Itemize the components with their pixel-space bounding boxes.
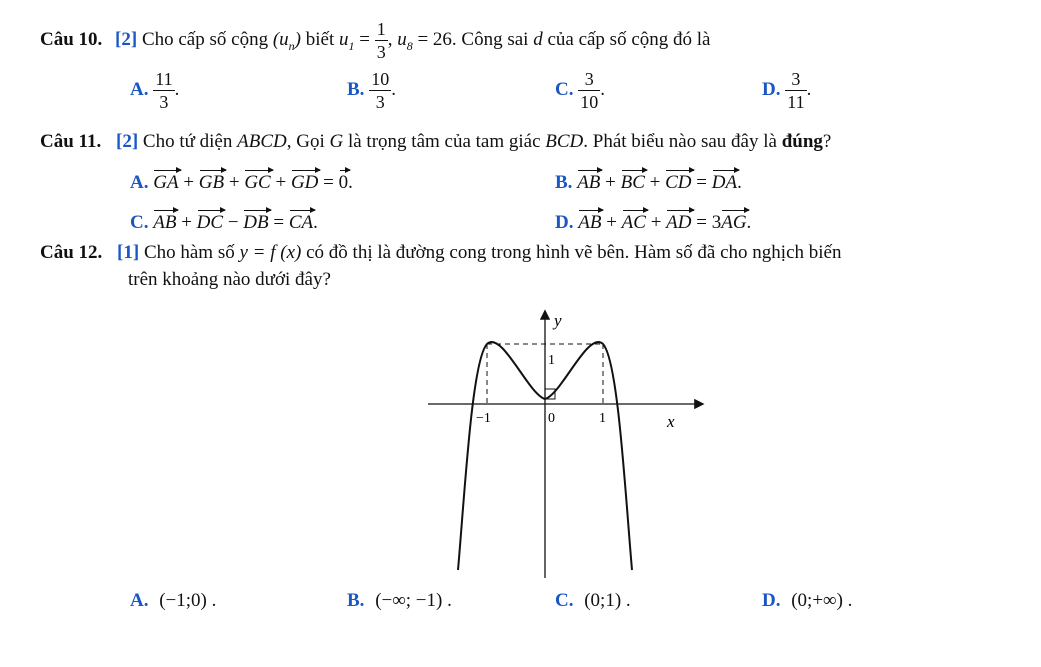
q11-tetrahedron: ABCD [237,131,287,152]
q12-label: Câu 12. [40,242,103,263]
operator: + [650,212,662,233]
vector-term: DC [197,208,223,234]
vector-term: DA [712,168,737,194]
x-tick-neg1: −1 [476,411,491,426]
q10-text-3: . Công sai [451,28,529,50]
q12-option-c-text: (0;1) . [584,590,631,611]
operator: + [606,212,617,233]
equals: = [323,172,334,193]
vector-term: GB [199,168,224,194]
vector-term: AB [578,208,601,234]
equals: = [696,212,707,233]
vector-term: AG [721,208,746,234]
vector-term: AC [622,208,646,234]
operator: + [183,172,195,193]
q12-option-d-text: (0;+∞) . [791,590,853,611]
origin-label: 0 [548,411,555,426]
q11-option-d-letter: D. [555,212,574,233]
q12-function: y = f (x) [239,242,302,263]
q11-g: G [329,131,344,152]
vector-term: DB [243,208,268,234]
q12-option-c[interactable] [555,590,631,612]
q11-option-b-letter: B. [555,172,573,193]
q10-u1: $u_1$ [338,28,355,53]
q11-option-a[interactable]: A. GA + GB + GC + GD = 0. [130,168,353,194]
q10-text-2: biết [305,28,335,50]
vector-term: AD [666,208,691,234]
x-tick-1: 1 [599,411,606,426]
q10-option-b-fraction: $\frac{10}{3}$ [371,69,390,112]
q11-stem [40,131,831,153]
q12-option-a[interactable] [130,590,216,612]
q11-level: [2] [116,131,139,152]
q10-text-1: Cho cấp số cộng [141,28,269,50]
coefficient: 3 [711,212,722,233]
q10-option-d-letter: D. [762,78,781,100]
q10-text-4: của cấp số cộng đó là [547,28,711,50]
q11-option-c-letter: C. [130,212,149,233]
q12-option-c-letter: C. [555,590,574,611]
vector-term: AB [153,208,176,234]
q11-bold-word: đúng [781,131,823,152]
vector-term: AB [577,168,600,194]
q10-level: [2] [115,28,138,50]
q10-seq: $(u_n)$ [272,28,301,53]
q11-option-c[interactable]: C. AB + DC − DB = CA. [130,208,318,234]
operator: + [181,212,192,233]
q10-option-b[interactable]: B. $\frac{10}{3}$ . [347,69,396,112]
q12-stem-line2: trên khoảng nào dưới đây? [128,269,331,290]
q10-u8-value: = 26 [417,28,452,50]
operator: + [649,172,661,193]
operator: − [227,212,239,233]
q12-option-d[interactable] [762,590,852,612]
q10-option-b-letter: B. [347,78,365,100]
q10-option-a[interactable]: A. $\frac{11}{3}$ . [130,69,180,112]
q11-label: Câu 11. [40,131,102,152]
y-label: y [554,311,562,330]
vector-term: CD [665,168,691,194]
operator: + [228,172,240,193]
q12-option-a-text: (−1;0) . [159,590,217,611]
q10-option-c[interactable]: C. $\frac{3}{10}$ . [555,69,605,112]
q12-option-b[interactable] [347,590,452,612]
q11-text-2: , Gọi [286,131,325,152]
q12-option-b-letter: B. [347,590,365,611]
q12-option-a-letter: A. [130,590,149,611]
q10-option-d-fraction: $\frac{3}{11}$ [787,69,805,112]
vector-term: GC [244,168,270,194]
q12-option-d-letter: D. [762,590,781,611]
operator: + [605,172,616,193]
q10-u8: $u_8$ [397,28,413,53]
vector-term: GA [153,168,178,194]
operator: + [275,172,287,193]
vector-term: CA [289,208,313,234]
zero-vector: 0 [339,168,349,194]
q10-option-c-letter: C. [555,78,574,100]
q10-d: d [533,28,543,50]
q12-option-b-text: (−∞; −1) . [375,590,452,611]
q11-text-3: là trọng tâm của tam giác [347,131,541,152]
vector-term: GD [291,168,318,194]
q11-qmark: ? [822,131,832,152]
q10-label: Câu 10. [40,28,103,50]
q10-option-d[interactable]: D. $\frac{3}{11}$ . [762,69,812,112]
vector-term: BC [621,168,645,194]
q12-stem [40,242,841,264]
q12-text-2: có đồ thị là đường cong trong hình vẽ bên. Hàm số đã cho nghịch biến [306,242,842,263]
equals: = [696,172,707,193]
q10-option-a-fraction: $\frac{11}{3}$ [155,69,173,112]
q10-option-a-letter: A. [130,78,149,100]
q11-option-b[interactable]: B. AB + BC + CD = DA. [555,168,742,194]
q12-level: [1] [117,242,140,263]
q11-option-a-letter: A. [130,172,149,193]
y-tick-1: 1 [548,353,555,368]
q10-u1-fraction: $\frac{1}{3}$ [376,19,386,62]
q12-graph [420,300,710,590]
q10-stem: Câu 10. [2] Cho cấp số cộng $(u_n)$ biết $u_1$ = $\frac{1}{3}$ , $u_8 = 26$. Công sai d của cấp số cộng đó là [40,19,711,62]
q11-text-1: Cho tứ diện [142,131,233,152]
equals: = [273,212,285,233]
q11-triangle: BCD [545,131,584,152]
q12-text-1: Cho hàm số [143,242,235,263]
q11-option-d[interactable]: D. AB + AC + AD = 3AG. [555,208,751,234]
x-label: x [667,412,675,431]
q11-text-4: . Phát biểu nào sau đây là [583,131,777,152]
q10-option-c-fraction: $\frac{3}{10}$ [580,69,599,112]
